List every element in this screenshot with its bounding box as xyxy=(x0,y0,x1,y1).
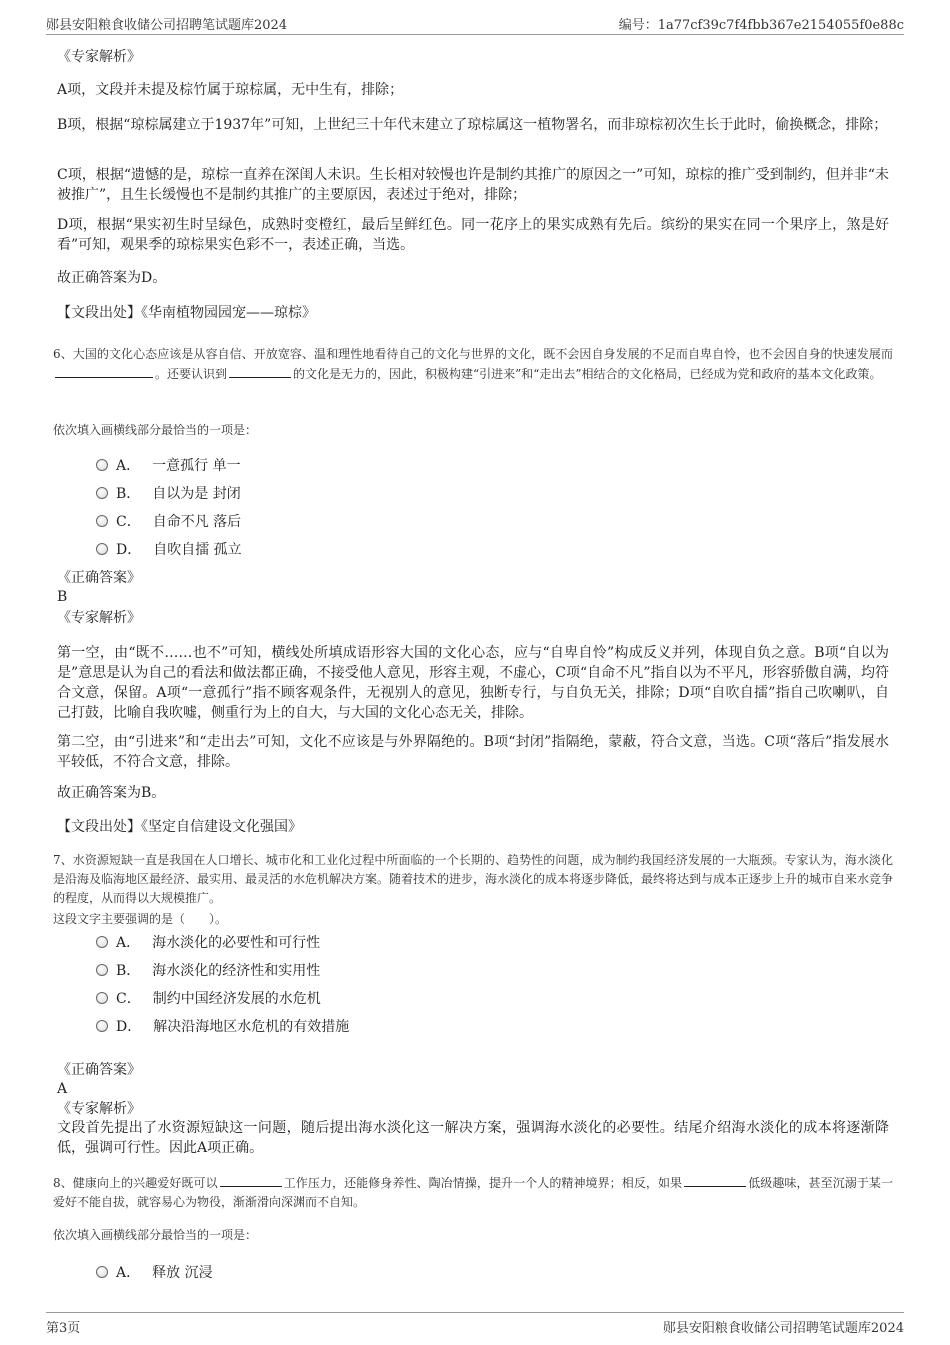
radio-icon[interactable] xyxy=(96,487,108,499)
q7-stem: 7、水资源短缺一直是我国在人口增长、城市化和工业化过程中所面临的一个长期的、趋势性的问题，成为制约我国经济发展的一大瓶颈。专家认为，海水淡化是沿海及临海地区最经济、最实用、最灵活的水危机解决方案。随着技术的进步，海水淡化的成本将逐步降低，最终将达到与成本正逐步上升的城市自来水竞争的程度，从而得以大规模推广。 xyxy=(53,853,894,905)
q6-blank-1 xyxy=(55,364,153,378)
q6-stem-part3: 的文化是无力的，因此，积极构建“引进来”和“走出去”相结合的文化格局，已经成为党和政府的基本文化政策。 xyxy=(293,367,882,381)
q6-analysis-p2: 第二空，由“引进来”和“走出去”可知，文化不应该是与外界隔绝的。B项“封闭”指隔绝，蒙蔽，符合文意，当选。C项“落后”指发展水平较低，不符合文意，排除。 xyxy=(57,734,889,770)
q6-option-c[interactable] xyxy=(96,512,241,532)
option-letter: D． xyxy=(116,1019,142,1035)
option-text: 制约中国经济发展的水危机 xyxy=(152,991,321,1007)
q7-option-b[interactable] xyxy=(96,961,320,981)
option-text: 解决沿海地区水危机的有效措施 xyxy=(153,1019,350,1035)
radio-icon[interactable] xyxy=(96,992,108,1004)
q6-stem xyxy=(53,345,893,384)
option-text: 释放 沉浸 xyxy=(152,1265,213,1281)
q5-conclusion: 故正确答案为D。 xyxy=(57,270,167,286)
radio-icon[interactable] xyxy=(96,1020,108,1032)
q6-answer-title: 《正确答案》 xyxy=(57,570,141,586)
option-letter: A． xyxy=(116,1265,141,1281)
q6-prompt: 依次填入画横线部分最恰当的一项是： xyxy=(53,423,258,437)
option-letter: D． xyxy=(116,542,142,558)
radio-icon[interactable] xyxy=(96,964,108,976)
page-footer xyxy=(46,1312,904,1335)
option-letter: C． xyxy=(116,991,141,1007)
q5-analysis-b: B项，根据“琼棕属建立于1937年”可知，上世纪三十年代末建立了琼棕属这一植物署名，而非琼棕初次生长于此时，偷换概念，排除； xyxy=(57,117,888,133)
q6-option-d[interactable] xyxy=(96,540,242,560)
option-text: 自以为是 封闭 xyxy=(152,486,241,502)
radio-icon[interactable] xyxy=(96,459,108,471)
q6-blank-2 xyxy=(229,364,291,378)
q8-stem-part2: 工作压力，还能修身养性、陶冶情操，提升一个人的精神境界；相反，如果 xyxy=(283,1176,683,1190)
option-letter: A． xyxy=(116,935,141,951)
radio-icon[interactable] xyxy=(96,515,108,527)
option-letter: B． xyxy=(116,963,141,979)
q8-blank-1 xyxy=(220,1173,282,1187)
option-text: 自命不凡 落后 xyxy=(152,514,242,530)
header-title: 郧县安阳粮食收储公司招聘笔试题库2024 xyxy=(46,18,288,33)
q8-prompt: 依次填入画横线部分最恰当的一项是： xyxy=(53,1228,258,1242)
radio-icon[interactable] xyxy=(96,543,108,555)
option-letter: A． xyxy=(116,458,141,474)
q6-option-a[interactable] xyxy=(96,456,241,476)
q6-conclusion: 故正确答案为B。 xyxy=(57,785,166,801)
q8-blank-2 xyxy=(684,1173,746,1187)
q8-stem xyxy=(53,1173,893,1212)
q7-option-d[interactable] xyxy=(96,1017,349,1037)
q5-source: 【文段出处】《华南植物园园宠——琼棕》 xyxy=(57,305,316,321)
q6-analysis-p1: 第一空，由“既不……也不”可知，横线处所填成语形容大国的文化心态，应与“自卑自怜”构成反义并列，体现自负之意。B项“自以为是”意思是认为自己的看法和做法都正确，不接受他人意见，形容主观，不虚心，C项“自命不凡”指自以为不平凡，形容骄傲自满，均符合文意，保留。A项“一意孤行”指不顾客观条件，无视别人的意见，独断专行，与自负无关，排除；D项“自吹自擂”指自己吹喇叭，自己打鼓，比喻自我吹嘘，侧重行为上的自大，与大国的文化心态无关，排除。 xyxy=(57,645,889,721)
q7-analysis-title: 《专家解析》 xyxy=(57,1101,141,1117)
q5-analysis-c: C项，根据“遗憾的是，琼棕一直养在深闺人未识。生长相对较慢也许是制约其推广的原因之一”可知，琼棕的推广受到制约，但并非“未被推广”，且生长缓慢也不是制约其推广的主要原因，表述过于绝对，排除； xyxy=(57,167,889,203)
option-text: 海水淡化的经济性和实用性 xyxy=(152,963,321,979)
q7-prompt: 这段文字主要强调的是（ ）。 xyxy=(53,912,228,926)
q8-stem-part3: 低级趣味，甚至沉溺于某一爱好不能自拔，就容易心为物役，渐渐滑向深渊而不自知。 xyxy=(53,1176,893,1209)
q5-analysis-d: D项，根据“果实初生时呈绿色，成熟时变橙红，最后呈鲜红色。同一花序上的果实成熟有先后。缤纷的果实在同一个果序上，煞是好看”可知，观果季的琼棕果实色彩不一，表述正确，当选。 xyxy=(57,217,889,253)
q6-stem-part1: 6、大国的文化心态应该是从容自信、开放宽容、温和理性地看待自己的文化与世界的文化，既不会因自身发展的不足而自卑自怜，也不会因自身的快速发展而 xyxy=(53,347,893,361)
q8-option-a[interactable] xyxy=(96,1263,213,1283)
q7-option-c[interactable] xyxy=(96,989,321,1009)
radio-icon[interactable] xyxy=(96,936,108,948)
q6-analysis-title: 《专家解析》 xyxy=(57,610,141,626)
q5-analysis-a: A项，文段并未提及棕竹属于琼棕属，无中生有，排除； xyxy=(57,82,404,98)
option-text: 自吹自擂 孤立 xyxy=(153,542,242,558)
page-header xyxy=(46,12,904,35)
q7-option-a[interactable] xyxy=(96,933,320,953)
radio-icon[interactable] xyxy=(96,1266,108,1278)
option-text: 一意孤行 单一 xyxy=(152,458,241,474)
q6-answer: B xyxy=(57,589,68,605)
page-number: 第3页 xyxy=(46,1321,81,1336)
q7-analysis-p1: 文段首先提出了水资源短缺这一问题，随后提出海水淡化这一解决方案，强调海水淡化的必要性。结尾介绍海水淡化的成本将逐渐降低，强调可行性。因此A项正确。 xyxy=(57,1120,889,1156)
q6-stem-part2: 。还要认识到 xyxy=(155,367,228,381)
q7-answer-title: 《正确答案》 xyxy=(57,1062,141,1078)
option-letter: B． xyxy=(116,486,141,502)
q7-answer: A xyxy=(57,1081,68,1097)
q5-analysis-title: 《专家解析》 xyxy=(57,49,141,65)
q8-stem-part1: 8、健康向上的兴趣爱好既可以 xyxy=(53,1176,218,1190)
q6-source: 【文段出处】《坚定自信建设文化强国》 xyxy=(57,819,302,835)
option-text: 海水淡化的必要性和可行性 xyxy=(152,935,321,951)
option-letter: C． xyxy=(116,514,141,530)
header-document-id: 编号：1a77cf39c7f4fbb367e2154055f0e88c xyxy=(618,18,904,33)
footer-title: 郧县安阳粮食收储公司招聘笔试题库2024 xyxy=(662,1321,904,1336)
q6-option-b[interactable] xyxy=(96,484,241,504)
